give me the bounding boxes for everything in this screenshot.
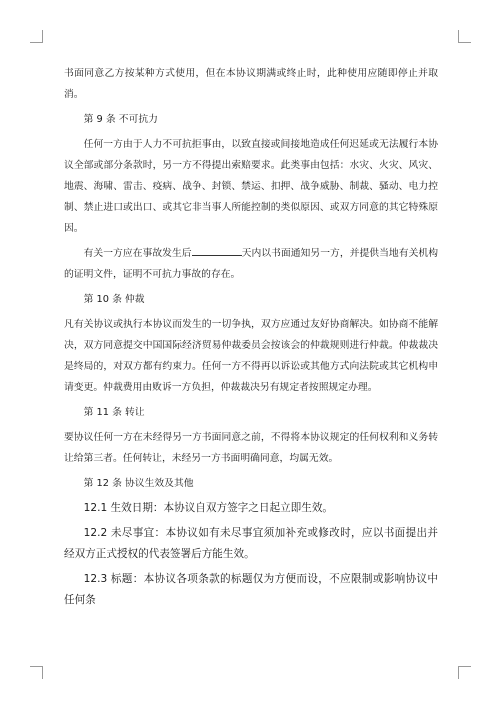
crop-mark-top-left xyxy=(30,30,43,43)
heading-article-12: 第 12 条 协议生效及其他 xyxy=(83,478,194,489)
heading-article-10: 第 10 条 仲裁 xyxy=(83,294,145,305)
heading-article-11: 第 11 条 转让 xyxy=(83,407,145,418)
crop-mark-bottom-left xyxy=(30,666,43,679)
paragraph-transfer: 要协议任何一方在未经得另一方书面同意之前，不得将本协议规定的任何权利和义务转让给第三者。任何转让，未经另一方书面明确同意，均属无效。 xyxy=(64,432,438,464)
document-body xyxy=(64,63,438,615)
crop-mark-bottom-right xyxy=(458,666,471,679)
paragraph-arbitration: 凡有关协议或执行本协议而发生的一切争执，双方应通过友好协商解决。如协商不能解决，双方同意提交中国国际经济贸易仲裁委员会按该会的仲裁规则进行仲裁。仲裁裁决是终局的，对双方都有约束力。任何一方不得再以诉讼或其他方式向法院或其它机构申请变更。仲裁费用由败诉一方负担，仲裁裁决另有规定者按照规定办理。 xyxy=(64,319,438,393)
crop-mark-top-right xyxy=(458,30,471,43)
clause-12-1: 12.1 生效日期：本协议自双方签字之日起立即生效。 xyxy=(83,502,334,514)
paragraph-usage-continuation: 书面同意乙方按某种方式使用，但在本协议期满或终止时，此种使用应随即停止并取消。 xyxy=(64,68,438,100)
blank-days-field[interactable] xyxy=(192,243,242,256)
notice-text-start: 有关一方应在事故发生后 xyxy=(83,248,192,259)
clause-12-3: 12.3 标题：本协议各项条款的标题仅为方便而设，不应限制或影响协议中任何条 xyxy=(64,573,438,606)
paragraph-force-majeure: 任何一方由于人力不可抗拒事由，以致直接或间接地造成任何迟延或无法履行本协议全部或部分条款时，另一方不得提出索赔要求。此类事由包括：水灾、火灾、风灾、地震、海啸、雷击、疫病、战争、封锁、禁运、扣押、战争威胁、制裁、骚动、电力控制、禁止进口或出口、或其它非当事人所能控制的类似原因、或双方同意的其它特殊原因。 xyxy=(64,139,438,234)
notice-text-end: 天内以书面通知另一方，并提供当地有关机构的证明文件，证明不可抗力事故的存在。 xyxy=(64,248,439,280)
heading-article-9: 第 9 条 不可抗力 xyxy=(83,114,158,125)
clause-12-2: 12.2 未尽事宜：本协议如有未尽事宜须加补充或修改时，应以书面提出并经双方正式授权的代表签署后方能生效。 xyxy=(64,527,438,560)
paragraph-notice xyxy=(64,243,438,285)
